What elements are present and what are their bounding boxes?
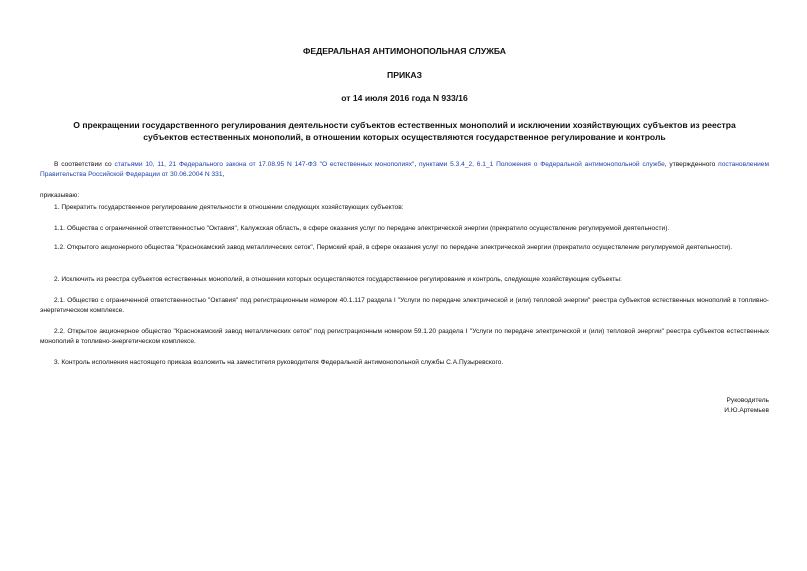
- preamble-text-3: , утвержденного: [664, 161, 719, 168]
- item-2: 2. Исключить из реестра субъектов естественных монополий, в отношении которых осуществляются государственное регулирование и контроль, следующие хозяйствующие субъекты:: [54, 276, 622, 283]
- item-1-2: 1.2. Открытого акционерного общества "Краснокамский завод металлических сеток", Пермский край, в сфере оказания услуг по передаче электрической энергии (прекратило осуществление регулируемой деятельности).: [54, 244, 733, 251]
- preamble-text-1: В соответствии со: [54, 161, 115, 168]
- item-2-2: 2.2. Открытое акционерное общество "Краснокамский завод металлических сеток" под регистрационным номером 59.1.20 раздела I "Услуги по передаче электрической и (или) тепловой энергии" реестра субъектов естественных монополий в топливно-энергетическом комплексе.: [40, 328, 769, 345]
- item-1: 1. Прекратить государственное регулирование деятельности в отношении следующих хозяйствующих субъектов:: [54, 204, 404, 211]
- document-type-heading: ПРИКАЗ: [387, 70, 422, 80]
- document-page: [40, 0, 769, 571]
- document-title: О прекращении государственного регулирования деятельности субъектов естественных монополий и исключении хозяйствующих субъектов из реестра субъектов естественных монополий, в отношении которых осуществляются государственное регулирование и контроль: [73, 120, 736, 142]
- item-2-1: 2.1. Общество с ограниченной ответственностью "Октавия" под регистрационным номером 40.1.117 раздела I "Услуги по передаче электрической и (или) тепловой энергии" реестра субъектов естественных монополий в топливно-энергетическом комплексе.: [40, 297, 769, 314]
- preamble-text-4: ,: [222, 171, 225, 178]
- resolution-link[interactable]: постановлением Правительства Российской Федерации от 30.06.2004 N 331: [40, 161, 769, 178]
- law-link[interactable]: статьями 10, 11, 21 Федерального закона от 17.08.95 N 147-ФЗ "О естественных монополиях": [114, 161, 415, 168]
- date-number-heading: от 14 июля 2016 года N 933/16: [341, 93, 468, 103]
- signature-position: Руководитель: [726, 397, 769, 404]
- order-word: приказываю:: [40, 192, 80, 199]
- signature-name: И.Ю.Артемьев: [724, 407, 769, 414]
- preamble-text-2: ,: [414, 161, 420, 168]
- signature-block: [724, 396, 769, 416]
- regulation-link[interactable]: пунктами 5.3.4_2, 6.1_1 Положения о Федеральной антимонопольной службе: [419, 161, 665, 168]
- agency-heading: ФЕДЕРАЛЬНАЯ АНТИМОНОПОЛЬНАЯ СЛУЖБА: [303, 46, 506, 56]
- preamble-paragraph: [40, 160, 769, 180]
- item-1-1: 1.1. Общества с ограниченной ответственностью "Октавия", Калужская область, в сфере оказания услуг по передаче электрической энергии (прекратило осуществление регулируемой деятельности).: [54, 225, 670, 232]
- item-3: 3. Контроль исполнения настоящего приказа возложить на заместителя руководителя Федеральной антимонопольной службы С.А.Пузыревского.: [54, 359, 504, 366]
